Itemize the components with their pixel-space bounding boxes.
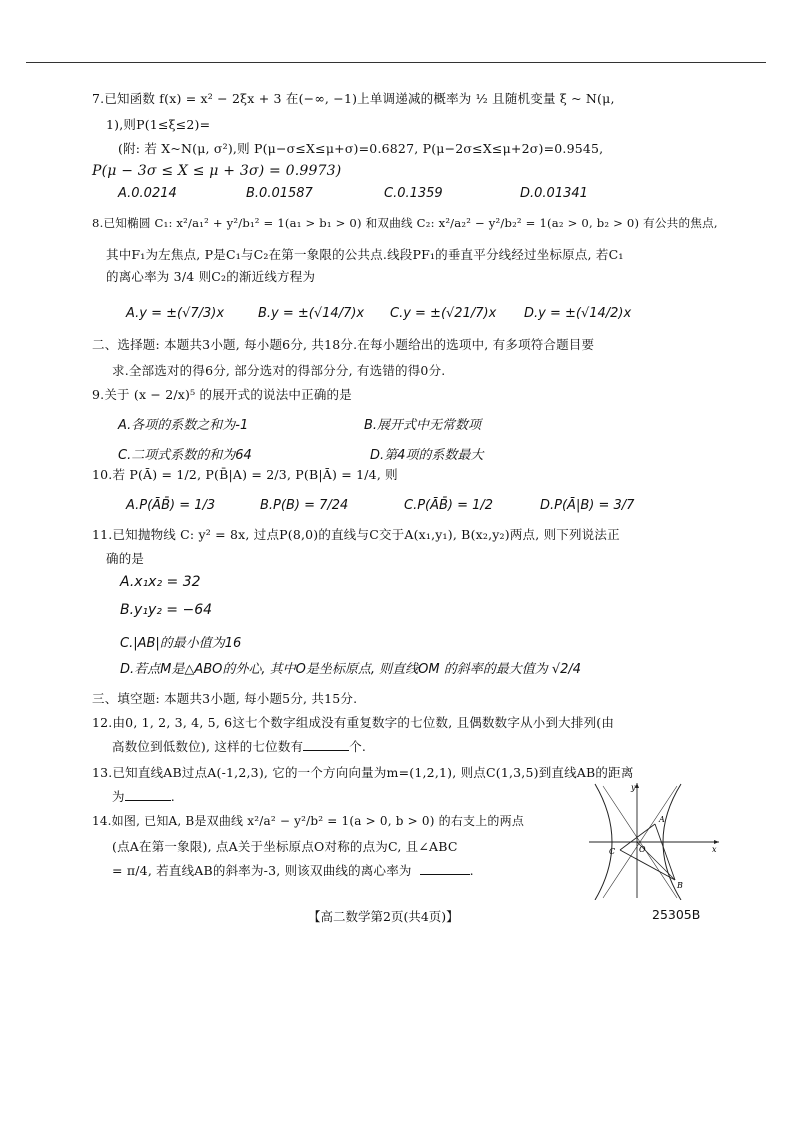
q13-line2-text: 为: [112, 789, 125, 804]
q11-line1: 11.已知抛物线 C: y² = 8x, 过点P(8,0)的直线与C交于A(x₁,y₁), B(x₂,y₂)两点, 则下列说法正: [92, 527, 620, 542]
label-c: C: [609, 847, 616, 856]
q12-line2-text: 高数位到低数位), 这样的七位数有: [112, 739, 304, 754]
q11-option-b: B.y₁y₂ = −64: [120, 602, 213, 618]
q10-option-a: A.P(ĀB̄) = 1/3: [126, 498, 216, 513]
q13-line1: 13.已知直线AB过点A(-1,2,3), 它的一个方向向量为m=(1,2,1), 则点C(1,3,5)到直线AB的距离: [92, 765, 634, 780]
label-y: y: [631, 783, 636, 792]
q8-option-a: A.y = ±(√7/3)x: [126, 306, 225, 321]
q14-line2: (点A在第一象限), 点A关于坐标原点O对称的点为C, 且∠ABC: [112, 839, 458, 854]
q13-line2-end: .: [170, 789, 175, 804]
q12-line2: [112, 738, 366, 756]
q11-option-a: A.x₁x₂ = 32: [120, 574, 201, 590]
q11-option-c: C.|AB|的最小值为16: [120, 636, 242, 651]
q7-option-b: B.0.01587: [246, 186, 313, 201]
q14-line1: 14.如图, 已知A, B是双曲线 x²/a² − y²/b² = 1(a > 0, b > 0) 的右支上的两点: [92, 814, 525, 828]
section2-line1: 二、选择题: 本题共3小题, 每小题6分, 共18分.在每小题给出的选项中, 有多项符合题目要: [92, 337, 595, 352]
q9-option-a: A.各项的系数之和为-1: [118, 418, 249, 433]
q7-option-c: C.0.1359: [384, 186, 443, 201]
q8-option-b: B.y = ±(√14/7)x: [258, 306, 365, 321]
q12-line2-end: 个.: [349, 739, 367, 754]
q7-line4: P(μ − 3σ ≤ X ≤ μ + 3σ) = 0.9973): [92, 163, 342, 179]
q12-answer-blank: [303, 738, 349, 751]
segment-ab: [655, 824, 675, 880]
q8-option-d: D.y = ±(√14/2)x: [524, 306, 632, 321]
header-rule: [26, 62, 766, 63]
q9-option-b: B.展开式中无常数项: [364, 418, 482, 433]
q10-stem: 10.若 P(Ā) = 1/2, P(B̄|A) = 2/3, P(B|Ā) = 1/4, 则: [92, 467, 398, 482]
section2-line2: 求.全部选对的得6分, 部分选对的得部分分, 有选错的得0分.: [112, 363, 446, 378]
x-axis-arrow: [714, 840, 719, 844]
label-b: B: [677, 881, 683, 890]
hyperbola-figure: [585, 780, 725, 900]
q11-option-d: D.若点M是△ABO的外心, 其中O是坐标原点, 则直线OM 的斜率的最大值为 √2/4: [120, 662, 582, 677]
q13-answer-blank: [125, 788, 171, 801]
q9-stem: 9.关于 (x − 2/x)⁵ 的展开式的说法中正确的是: [92, 387, 352, 402]
q7-line3: (附: 若 X~N(μ, σ²),则 P(μ−σ≤X≤μ+σ)=0.6827, P(μ−2σ≤X≤μ+2σ)=0.9545,: [118, 141, 604, 156]
q10-option-d: D.P(Ā|B) = 3/7: [540, 498, 635, 513]
q11-line2: 确的是: [106, 551, 145, 566]
q10-option-b: B.P(B) = 7/24: [260, 498, 349, 513]
q7-option-a: A.0.0214: [118, 186, 177, 201]
q14-line3-text: = π/4, 若直线AB的斜率为-3, 则该双曲线的离心率为: [112, 863, 412, 878]
q9-option-c: C.二项式系数的和为64: [118, 448, 252, 463]
q7-option-d: D.0.01341: [520, 186, 588, 201]
q8-line1: 8.已知椭圆 C₁: x²/a₁² + y²/b₁² = 1(a₁ > b₁ > 0) 和双曲线 C₂: x²/a₂² − y²/b₂² = 1(a₂ > 0, b₂ > 0) 有公共的焦点,: [92, 216, 718, 230]
q7-line1: 7.已知函数 f(x) = x² − 2ξx + 3 在(−∞, −1)上单调递减的概率为 ½ 且随机变量 ξ ~ N(μ,: [92, 91, 615, 106]
segment-cb: [620, 850, 675, 880]
q9-option-d: D.第4项的系数最大: [370, 448, 484, 463]
q14-line3: [112, 862, 474, 880]
label-a: A: [659, 815, 665, 824]
label-o: O: [639, 845, 646, 854]
q8-option-c: C.y = ±(√21/7)x: [390, 306, 497, 321]
q14-line3-end: .: [469, 863, 474, 878]
y-axis-arrow: [635, 783, 639, 788]
q14-answer-blank: [420, 862, 470, 875]
q10-option-c: C.P(ĀB̄) = 1/2: [404, 498, 494, 513]
label-x: x: [712, 845, 717, 854]
footer-page-info: 【高二数学第2页(共4页)】: [308, 909, 459, 924]
q13-line2: [112, 788, 175, 806]
section3-line1: 三、填空题: 本题共3小题, 每小题5分, 共15分.: [92, 691, 358, 706]
footer-code: 25305B: [652, 907, 701, 922]
q12-line1: 12.由0, 1, 2, 3, 4, 5, 6这七个数字组成没有重复数字的七位数, 且偶数数字从小到大排列(由: [92, 715, 615, 730]
q7-line2: 1),则P(1≤ξ≤2)=: [106, 117, 211, 132]
q8-line2: 其中F₁为左焦点, P是C₁与C₂在第一象限的公共点.线段PF₁的垂直平分线经过坐标原点, 若C₁: [106, 247, 624, 262]
q8-line3: 的离心率为 3/4 则C₂的渐近线方程为: [106, 269, 316, 284]
